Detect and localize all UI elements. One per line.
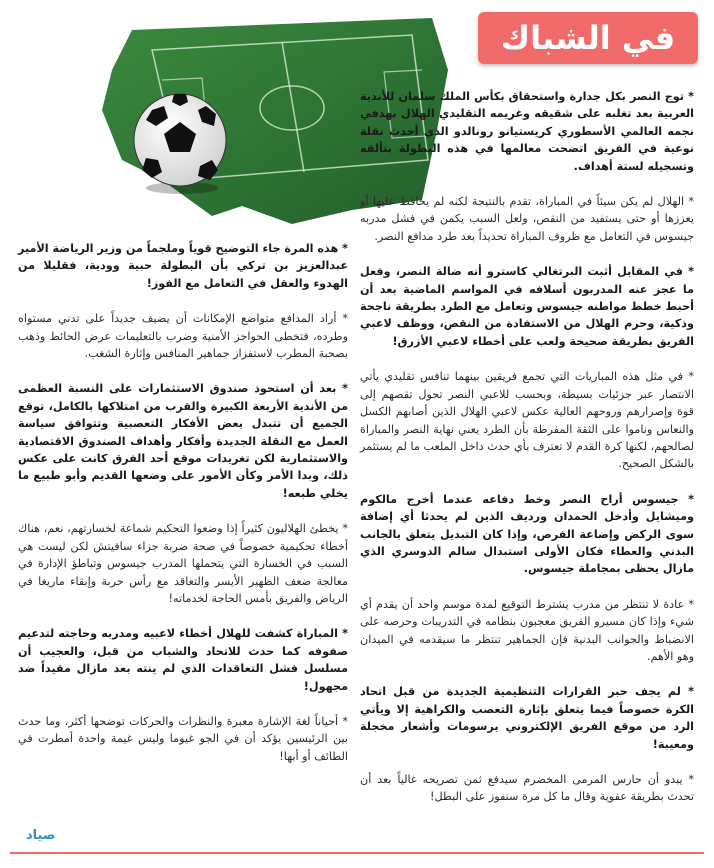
paragraph: * أحياناً لغة الإشارة معبرة والنظرات والحركات توضحها أكثر، وما حدث بين الرئيسين يؤكد أن في الجو غيوما وليس غيمة واحدة أمطرت في الطائف أو أبها!	[18, 714, 348, 763]
paragraph: * يبدو أن حارس المرمى المخضرم سيدفع ثمن تصريحه غالياً بعد أن تحدث بطريقة عفوية وقال ما كل مرة سنفوز على البطل!	[360, 773, 694, 804]
paragraph: * المباراة كشفت للهلال أخطاء لاعبيه ومدربه وحاجته لتدعيم صفوفه كما حدث للاتحاد والشباب من قبل، والعجيب أن مسلسل فشل التعاقدات الذي لم ينته بعد مازال مقيداً ضد مجهول!	[18, 627, 348, 693]
footer-divider	[10, 852, 704, 854]
paragraph: * في مثل هذه المباريات التي تجمع فريقين بينهما تنافس تقليدي يأتي الانتصار عبر جزئيات بسيطة، وبحسب للاعبي النصر تحول تقصهم إلى قوة وإصرارهم وروحهم العالية عكس لاعبي الهلال الذين أصابهم الكسل والنعاس وناموا على الثقة المفرطة بأن الطرد يعني نهاية النصر والمباراة لصالحهم، لكنها كرة القدم لا تعترف بأي حدث داخل الملعب ما لم يستثمر بالشكل الصحيح.	[360, 370, 694, 471]
section-title-box	[478, 12, 698, 64]
paragraph: * الهلال لم يكن سيئاً في المباراة، تقدم بالنتيجة لكنه لم يحافظ عليها أو يعززها أو حتى يستفيد من النقص، ولعل السبب يكمن في فشل مدربه جيسوس في التعامل مع ظروف المباراة تحديداً بعد طرد مدافع النصر.	[360, 195, 694, 243]
brand-logo: صياد	[26, 828, 56, 843]
paragraph: * أراد المدافع متواضع الإمكانات أن يضيف جديداً على تدني مستواه وطرده، فتخطى الحواجز الأمنية وضرب بالتعليمات عرض الحائط وذهب بصحبة المطرب لاستفزاز جماهير المنافس وإثارة الشغب.	[18, 312, 348, 361]
paragraph: * جيسوس أراح النصر وخط دفاعه عندما أخرج مالكوم وميشايل وأدخل الحمدان ورديف الذين لم يحدثا أي إضافة سوى الركض وإضاعة الفرص، وإذا كان التبديل يتعلق بالجانب البدني والعطاء فكان الأولى استبدال سالم الدوسري الذي مازال يحظى بمجاملة جيسوس.	[360, 492, 694, 576]
section-title: في الشباك	[500, 19, 676, 57]
paragraph: * توج النصر بكل جدارة واستحقاق بكأس الملك سلمان للأندية العربية بعد تغلبه على شقيقه وغريمه التقليدي الهلال بهدفي نجمه العالمي الأسطوري كريستيانو رونالدو الذي أحدث نقلة نوعية في الفريق اتضحت معالمها في هذه البطولة بتألقه وتسجيله لستة أهداف.	[360, 90, 694, 173]
right-column	[360, 88, 694, 824]
soccer-ball-icon	[134, 94, 226, 186]
paragraph: * في المقابل أثبت البرتغالي كاسترو أنه ضالة النصر، وفعل ما عجز عنه المدربون أسلافه في المواسم الماضية بعد أن أحبط خطط مواطنه جيسوس وتعامل مع الطرد بطريقة ناجحة وذكية، وحرم الهلال من الاستفادة من النقص، ووظف لاعبي الفريق بطريقة صحيحة ولعب على أخطاء لاعبي الأزرق!	[360, 265, 694, 348]
paragraph: * لم يجف حبر القرارات التنظيمية الجديدة من قبل اتحاد الكرة خصوصاً فيما يتعلق بإثارة التعصب والكراهية إلا ويأتي الرد من موقع الفريق الإلكتروني برسومات وأشعار مخجلة ومعيبة!	[360, 685, 694, 751]
paragraph: * بعد أن استحوذ صندوق الاستثمارات على النسبة العظمى من الأندية الأربعة الكبيرة والقرب من امتلاكها بالكامل، توقع الجميع أن تتبدل بعض الأفكار التعصبية وتتوافق سياسة العمل مع النقلة الجديدة وأفكار وأهداف الصندوق الاقتصادية والاستثمارية لكن تغريدات موقع أحد الفرق كانت على عكس ذلك، وبدا الأمر وكأن الأمور على وضعها القديم وأبو طبيع ما يخلي طبعه!	[18, 382, 348, 500]
paragraph: * هذه المرة جاء التوضيح قوياً وملجماً من وزير الرياضة الأمير عبدالعزيز بن تركي بأن البطولة حبية وودية، فقليلا من الهدوء والعقل في التعامل مع الفوز!	[18, 242, 348, 290]
paragraph: * عادة لا تنتظر من مدرب يشترط التوقيع لمدة موسم واحد أن يقدم أي شيء وإذا كان مسيرو الفريق معجبون بنظامه في التدريبات وحرصه على الانضباط والجوانب البدنية فإن الجماهير تنتظر ما سيقدمه في الميدان وهو الأهم.	[360, 597, 694, 663]
left-column	[18, 240, 348, 783]
paragraph: * يخطئ الهلاليون كثيراً إذا وضعوا التحكيم شماعة لخسارتهم، نعم، هناك أخطاء تحكيمية خصوصاً في صحة ضربة جزاء سافيتش لكن ليست هي السبب في الخسارة التي يتحملها المدرب جيسوس وتباطؤ الإدارة في معالجة ضعف الظهير الأيسر والتعاقد مع رأس حربة وإبقاء ماريغا في الرياض والفريق بأمس الحاجة لخدماته!	[18, 522, 348, 605]
